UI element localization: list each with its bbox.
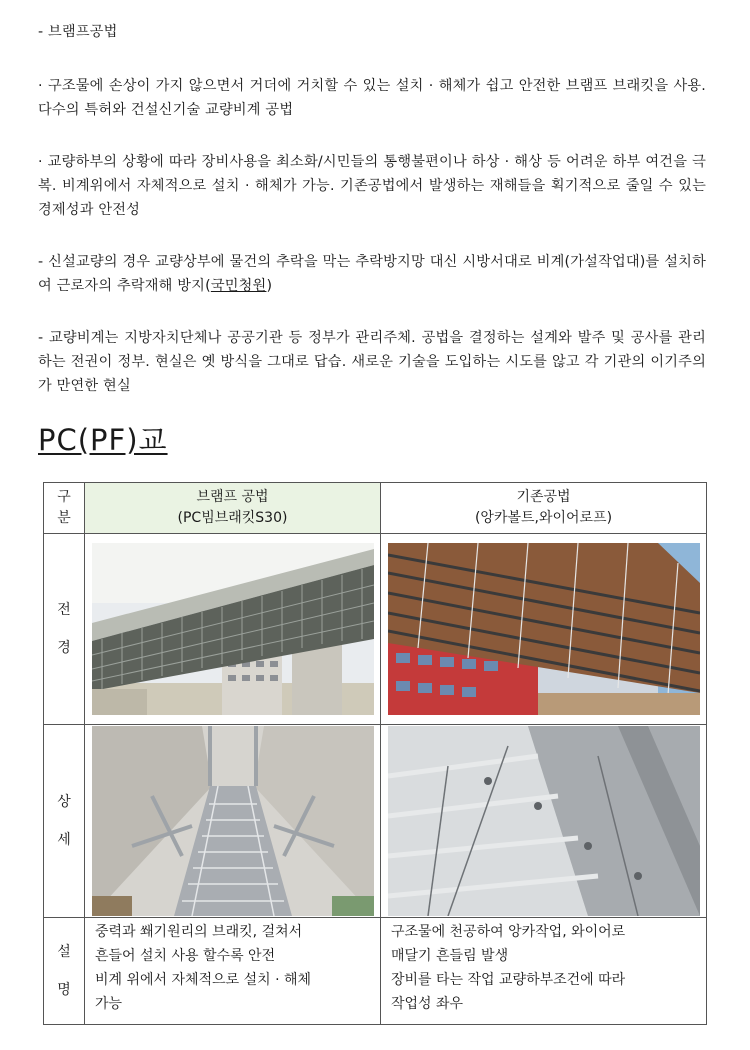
description-bramp-line: 가능 — [95, 996, 123, 1012]
row-label-detail-2: 세 — [57, 832, 71, 848]
table-row-detail — [44, 725, 707, 918]
header-category-line2: 분 — [57, 510, 71, 526]
paragraph-government-management: - 교량비계는 지방자치단체나 공공기관 등 정부가 관리주체. 공법을 결정하는 설계와 발주 및 공사를 관리하는 전권이 정부. 현실은 옛 방식을 그대로 답습. 새로운 기술을 도입하는 시도를 않고 각 기관의 이기주의가 만연한 현실 — [38, 330, 706, 394]
description-existing-line: 구조물에 천공하여 앙카작업, 와이어로 — [391, 924, 626, 940]
header-bramp-method — [85, 483, 381, 534]
description-bramp-line: 중력과 쐐기원리의 브래킷, 걸쳐서 — [95, 924, 303, 940]
photo-bramp-detail — [92, 726, 374, 916]
photo-existing-detail — [388, 726, 700, 916]
paragraph-bracket-description: · 구조물에 손상이 가지 않으면서 거더에 거치할 수 있는 설치 · 해체가 쉽고 안전한 브램프 브래킷을 사용. 다수의 특허와 건설신기술 교량비계 공법 — [38, 78, 706, 118]
header-bramp-title: 브램프 공법 — [196, 489, 269, 505]
description-existing — [381, 918, 707, 1025]
description-existing-line: 매달기 흔들림 발생 — [391, 948, 509, 964]
photo-cell-bramp-detail — [85, 725, 381, 918]
row-label-description-2: 명 — [57, 982, 71, 998]
paragraph-new-bridge — [38, 250, 706, 298]
header-bramp-subtitle: (PC빔브래킷S30) — [177, 510, 288, 526]
header-existing-method — [381, 483, 707, 534]
row-label-overview-2: 경 — [57, 640, 71, 656]
description-bramp — [85, 918, 381, 1025]
row-label-overview — [44, 534, 85, 725]
photo-bramp-overview — [92, 543, 374, 715]
photo-existing-overview — [388, 543, 700, 715]
description-existing-line: 장비를 타는 작업 교량하부조건에 따라 — [391, 972, 626, 988]
photo-cell-existing-detail — [381, 725, 707, 918]
paragraph-site-conditions: · 교량하부의 상황에 따라 장비사용을 최소화/시민들의 통행불편이나 하상 · 해상 등 어려운 하부 여건을 극복. 비계위에서 자체적으로 설치 · 해체가 가능. 기존공법에서 발생하는 재해들을 획기적으로 줄일 수 있는 경제성과 안전성 — [38, 154, 706, 218]
table-header-row — [44, 483, 707, 534]
row-label-detail — [44, 725, 85, 918]
header-existing-title: 기존공법 — [516, 489, 571, 505]
photo-cell-existing-overview — [381, 534, 707, 725]
description-existing-line: 작업성 좌우 — [391, 996, 464, 1012]
paragraph-new-bridge-text: - 신설교량의 경우 교량상부에 물건의 추락을 막는 추락방지망 대신 시방서대로 비계(가설작업대)를 설치하여 근로자의 추락재해 방지( — [38, 254, 706, 294]
row-label-overview-1: 전 — [57, 602, 71, 618]
header-category-line1: 구 — [57, 489, 71, 505]
table-row-overview — [44, 534, 707, 725]
header-category — [44, 483, 85, 534]
comparison-table — [43, 482, 707, 1025]
description-bramp-line: 비계 위에서 자체적으로 설치 · 해체 — [95, 972, 312, 988]
row-label-description — [44, 918, 85, 1025]
row-label-detail-1: 상 — [57, 794, 71, 810]
petition-link[interactable]: 국민청원 — [210, 278, 267, 294]
paragraph-new-bridge-tail: ) — [266, 278, 273, 294]
photo-cell-bramp-overview — [85, 534, 381, 725]
table-row-description — [44, 918, 707, 1025]
description-bramp-line: 흔들어 설치 사용 할수록 안전 — [95, 948, 276, 964]
paragraph-heading-bramp: - 브램프공법 — [38, 24, 118, 40]
header-existing-subtitle: (앙카볼트,와이어로프) — [474, 510, 613, 526]
section-title: PC(PF)교 — [38, 423, 168, 457]
row-label-description-1: 설 — [57, 944, 71, 960]
